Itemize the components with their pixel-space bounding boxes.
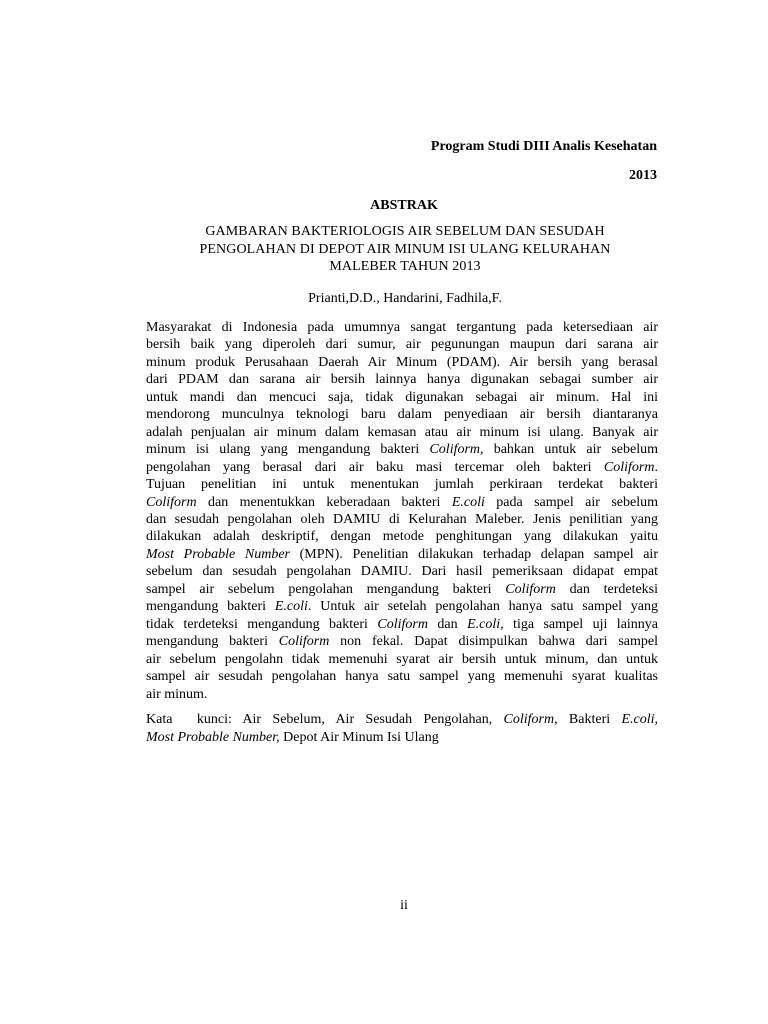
- italic-term: E.coli: [621, 712, 655, 727]
- text-segment: adalah penjualan air minum dalam kemasan atau air minum isi ulang. Banyak air: [146, 424, 658, 440]
- italic-term: Coliform: [505, 581, 556, 597]
- text-segment: Bakteri: [557, 712, 622, 727]
- text-segment: .: [654, 459, 658, 475]
- text-line: [146, 319, 658, 336]
- italic-term: Coliform: [603, 459, 655, 475]
- text-segment: untuk mandi dan mencuci saja, tidak digunakan sebagai air minum. Hal ini: [146, 389, 658, 405]
- text-segment: bersih baik yang diperoleh dari sumur, air pegunungan maupun dari sarana air: [146, 337, 658, 353]
- text-line: [146, 581, 658, 598]
- italic-term: Coliform,: [503, 712, 558, 727]
- italic-term: Coliform: [429, 442, 481, 458]
- abstract-heading: ABSTRAK: [370, 198, 438, 213]
- page-number: ii: [400, 898, 408, 913]
- text-segment: dilakukan adalah deskriptif, dengan metode penghitungan yang dilakukan yaitu: [146, 529, 658, 545]
- italic-term: Most Probable Number,: [146, 729, 280, 745]
- text-segment: sampel air sesudah pengolahan hanya satu sampel yang memenuhi syarat kualitas: [146, 669, 658, 685]
- text-segment: tidak terdeteksi mengandung bakteri: [146, 616, 378, 632]
- text-segment: pada sampel air sebelum: [484, 494, 658, 510]
- keywords: [146, 711, 658, 746]
- text-segment: minum produk Perusahaan Daerah Air Minum (PDAM). Air bersih yang berasal: [146, 354, 658, 370]
- text-segment: Tujuan penelitian ini untuk menentukan jumlah perkiraan terdekat bakteri: [146, 477, 658, 493]
- text-line: [146, 651, 658, 668]
- text-segment: (MPN). Penelitian dilakukan terhadap delapan sampel air: [289, 546, 658, 562]
- text-line: [146, 528, 658, 545]
- year: 2013: [629, 168, 657, 183]
- text-segment: non fekal. Dapat disimpulkan bahwa dari sampel: [329, 634, 659, 650]
- text-line: [146, 476, 658, 493]
- text-line: [146, 424, 658, 441]
- italic-term: Coliform: [146, 494, 197, 510]
- text-line: [146, 711, 658, 729]
- text-line: [146, 563, 658, 580]
- text-segment: dan sesudah pengolahan oleh DAMIU di Kelurahan Maleber. Jenis penilitian yang: [146, 511, 658, 527]
- text-segment: dari PDAM dan sarana air bersih lainnya hanya digunakan sebagai sumber air: [146, 372, 658, 388]
- italic-term: Most Probable Number: [146, 546, 290, 562]
- text-segment: dan menentukkan keberadaan bakteri: [196, 494, 452, 510]
- italic-term: E.coli: [274, 599, 308, 615]
- text-segment: mengandung bakteri: [146, 634, 279, 650]
- title-line: GAMBARAN BAKTERIOLOGIS AIR SEBELUM DAN SESUDAH: [205, 224, 605, 239]
- text-segment: air minum.: [146, 686, 208, 702]
- text-line: [146, 633, 658, 650]
- title-line: PENGOLAHAN DI DEPOT AIR MINUM ISI ULANG KELURAHAN: [199, 241, 611, 257]
- text-line: [146, 389, 658, 406]
- text-segment: sebelum dan sesudah pengolahan DAMIU. Dari hasil pemeriksaan didapat empat: [146, 564, 658, 580]
- text-segment: , tiga sampel uji lainnya: [500, 616, 659, 632]
- text-line: [146, 494, 658, 511]
- text-segment: pengolahan yang berasal dari air baku masi tercemar oleh bakteri: [146, 459, 604, 475]
- text-segment: dan terdeteksi: [555, 581, 659, 597]
- text-line: [146, 371, 658, 388]
- program-name: Program Studi DIII Analis Kesehatan: [430, 139, 657, 154]
- italic-term: Coliform: [278, 634, 330, 650]
- keywords-label: Kata kunci: [146, 712, 228, 727]
- text-line: [146, 511, 658, 528]
- text-line: [146, 459, 658, 476]
- text-segment: Masyarakat di Indonesia pada umumnya sangat tergantung pada ketersediaan air: [146, 320, 658, 335]
- text-line: [146, 686, 658, 703]
- text-segment: Depot Air Minum Isi Ulang: [279, 729, 439, 745]
- text-line: [146, 616, 658, 633]
- text-line: [146, 546, 658, 563]
- text-line: [146, 668, 658, 685]
- italic-term: Coliform: [377, 616, 428, 632]
- text-segment: air sebelum pengolahn tidak memenuhi syarat air bersih untuk minum, dan untuk: [146, 651, 658, 667]
- text-segment: : Air Sebelum, Air Sesudah Pengolahan,: [228, 712, 504, 727]
- text-line: [146, 406, 658, 423]
- text-line: [146, 729, 658, 747]
- italic-term: E.coli: [467, 616, 501, 632]
- text-segment: . Untuk air setelah pengolahan hanya satu sampel yang: [307, 599, 659, 615]
- italic-term: E.coli: [451, 494, 485, 510]
- title-line: MALEBER TAHUN 2013: [329, 259, 481, 274]
- text-line: [146, 354, 658, 371]
- text-line: [146, 598, 658, 615]
- document-title: [175, 223, 635, 276]
- text-line: [146, 336, 658, 353]
- text-segment: sampel air sebelum pengolahan mengandung bakteri: [146, 581, 506, 597]
- text-segment: mengandung bakteri: [146, 599, 275, 615]
- text-segment: mendorong munculnya teknologi baru dalam penyediaan air bersih diantaranya: [146, 407, 658, 423]
- abstract-body: [146, 319, 658, 703]
- text-segment: , bahkan untuk air sebelum: [480, 442, 658, 458]
- text-segment: ,: [654, 712, 658, 727]
- authors: Prianti,D.D., Handarini, Fadhila,F.: [308, 291, 502, 306]
- text-line: [146, 441, 658, 458]
- text-segment: minum isi ulang yang mengandung bakteri: [146, 442, 430, 458]
- text-segment: dan: [427, 616, 468, 632]
